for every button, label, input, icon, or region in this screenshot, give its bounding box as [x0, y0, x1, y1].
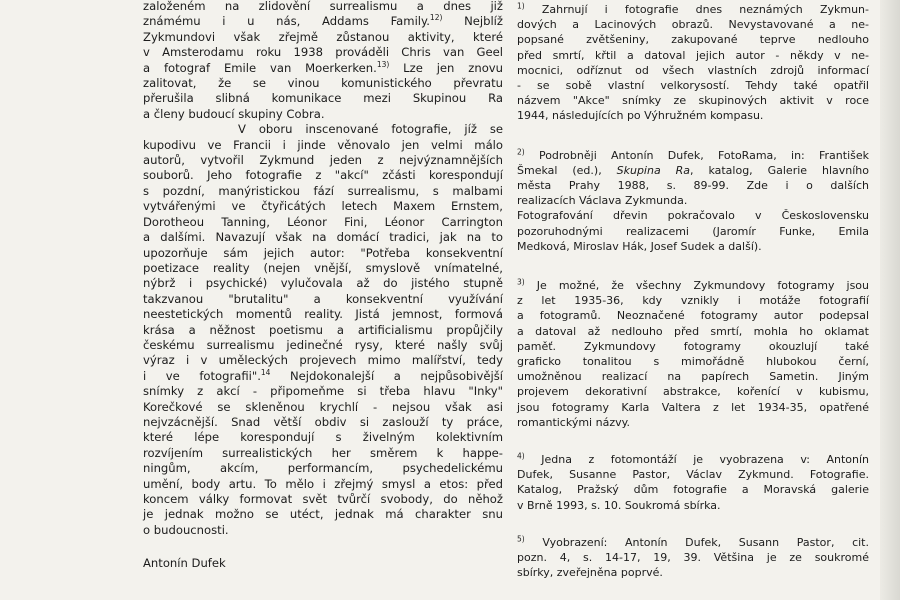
- line-text: Fotografování dřevin pokračovalo v Československu: [517, 209, 869, 223]
- footnote-line: [517, 482, 869, 497]
- line-text: a dalšími. Navazují však na domácí tradici, jak na to: [143, 230, 503, 245]
- italic-title: Skupina Ra: [616, 163, 691, 177]
- line-text: které lépe korespondují s živelným kolektivním: [143, 430, 503, 445]
- footnote-reference: 13): [376, 59, 390, 69]
- footnote-line: [517, 239, 869, 254]
- line-text: z let 1935-36, kdy vznikly i motáže fotografií: [517, 294, 869, 308]
- footnote-line: [517, 193, 869, 208]
- body-text-line: [143, 523, 503, 538]
- footnote-line: [517, 208, 869, 223]
- line-text: autorů, vytvořil Zykmund jeden z nejvýznamnějších: [143, 153, 503, 168]
- footnote-marker: 4): [517, 451, 525, 461]
- line-text: založeném na zlidovění surrealismu a dnes již: [143, 0, 503, 13]
- line-text: a datoval až nedlouho před smrtí, mohla ho oklamat: [517, 324, 869, 338]
- line-text: umění, body artu. To mělo i zřejmý smysl a etos: před: [143, 476, 503, 491]
- footnote-line: [517, 32, 869, 47]
- line-text: zalitovat, že se vinou komunistického převratu: [143, 76, 503, 91]
- line-text: Medková, Miroslav Hák, Josef Sudek a další).: [517, 239, 762, 253]
- footnote-marker: 3): [517, 277, 525, 287]
- body-text-line: [143, 276, 503, 291]
- body-text-line: [143, 45, 503, 60]
- body-text-line: [143, 338, 503, 353]
- footnote-line: [517, 400, 869, 415]
- line-text: a členy budoucí skupiny Cobra.: [143, 106, 325, 121]
- line-text: přerušila slibná komunikace mezi Skupinou Ra: [143, 91, 503, 106]
- body-text-line: [143, 107, 503, 122]
- line-text: i ve fotografii".: [143, 368, 261, 383]
- line-text: umožněnou realizací na papírech Sametin. Jiným: [517, 370, 869, 384]
- line-text: nýbrž i psychické) vylučovala až do jistého stupně: [143, 276, 503, 291]
- footnote-line: [517, 17, 869, 32]
- line-text: V oboru inscenované fotografie, jíž se: [238, 122, 503, 137]
- line-text: ningům, akcím, performancím, psychedelickému: [143, 461, 503, 476]
- line-text: českému surrealismu jedinečné rysy, které našly svůj: [143, 337, 503, 352]
- footnote-line: [517, 467, 869, 482]
- body-text-line: [143, 184, 503, 199]
- line-text: Katalog, Pražský dům fotografie a Moravská galerie: [517, 483, 869, 497]
- line-text: mocnici, odříznut od všech vlastních zdrojů informací: [517, 63, 869, 77]
- body-text-line: [143, 0, 503, 14]
- body-text-line: [143, 384, 503, 399]
- line-text: dových a Lacinových obrazů. Nevystavované a ne-: [517, 18, 869, 32]
- body-text-line: [143, 30, 503, 45]
- line-text: poetizace reality (nejen vnější, smyslově vnímatelné,: [143, 260, 503, 275]
- body-text-line: [143, 400, 503, 415]
- line-text: koncem války formovat svět tvůrčí svobody, do něhož: [143, 492, 503, 506]
- footnote-line: [517, 565, 869, 580]
- line-text-continued: Nejblíž: [442, 14, 503, 29]
- line-text: Zahrnují i fotografie dnes neznámých Zykmun-: [524, 3, 869, 16]
- body-text-line: [143, 261, 503, 276]
- body-text-line: [143, 492, 503, 507]
- footnotes-column: [517, 0, 869, 581]
- line-text: graficko tonalitou s mimořádně hlubokou černí,: [517, 355, 869, 369]
- line-text: neestetických momentů reality. Jistá jemnost, formová: [143, 307, 503, 322]
- footnote-line: [517, 293, 869, 308]
- body-text-line: [143, 292, 503, 307]
- footnote-line: [517, 550, 869, 565]
- line-text: snímky z akcí - připomeňme si třeba hlavu "Inky": [143, 384, 503, 399]
- author-name: Antonín Dufek: [143, 556, 226, 571]
- line-text: je jednak možno se utéct, jednak má charakter snu: [143, 507, 503, 522]
- footnote-line: [517, 224, 869, 239]
- body-text-line: [143, 353, 503, 368]
- line-text: upozorňuje sám jejich autor: "Potřeba konsekventní: [143, 245, 503, 260]
- main-text-column: [143, 0, 503, 572]
- footnote-line: [517, 78, 869, 93]
- footnote-line: [517, 2, 869, 17]
- body-text-line: [143, 477, 503, 492]
- body-text-line: [143, 461, 503, 476]
- footnote-line: [517, 354, 869, 369]
- line-text: pozn. 4, s. 14-17, 19, 39. Většina je ze soukromé: [517, 551, 869, 565]
- body-text-line: [143, 323, 503, 338]
- author-signature: [143, 556, 503, 571]
- body-text-line: [143, 369, 503, 384]
- line-text: města Prahy 1988, s. 89-99. Zde i o dalších: [517, 179, 869, 193]
- line-text: - se sobě vlastní velkorysostí. Tehdy také opatřil: [517, 79, 869, 93]
- scan-edge: [880, 0, 900, 600]
- footnote-line: [517, 308, 869, 323]
- line-text: Zykmundovi však zřejmě zůstanou aktivity, které: [143, 29, 503, 44]
- line-text: Podrobněji Antonín Dufek, FotoRama, in: František: [524, 148, 869, 162]
- line-text-continued: , katalog, Galerie hlavního: [690, 163, 869, 177]
- footnote-line: [517, 324, 869, 339]
- footnote-reference: 12): [429, 13, 443, 23]
- footnote-line: [517, 108, 869, 123]
- footnote-marker: 2): [517, 146, 525, 156]
- footnote-1: [517, 2, 869, 124]
- body-text-line: [143, 153, 503, 168]
- body-text-line: [143, 446, 503, 461]
- footnote-5: [517, 535, 869, 581]
- line-text: názvem "Akce" snímky ze skupinových aktivit v roce: [517, 94, 869, 108]
- body-text-line: [143, 507, 503, 522]
- footnote-marker: 1): [517, 1, 525, 11]
- line-text-continued: Lze jen znovu: [389, 60, 503, 75]
- line-text: a fotogramů. Neoznačené fotogramy autor podepsal: [517, 309, 869, 323]
- line-text: jsou fotogramy Karla Valtera z let 1934-35, opatřené: [517, 400, 869, 414]
- footnote-line: [517, 178, 869, 193]
- line-text: paměť. Zykmundovy fotogramy okouzlují také: [517, 339, 869, 353]
- footnote-line: [517, 278, 869, 293]
- body-text-line: [143, 199, 503, 214]
- line-text: popsané zvětšeniny, zakupované teprve nedlouho: [517, 33, 869, 47]
- line-text: Dufek, Susanne Pastor, Václav Zykmund. Fotografie.: [517, 468, 869, 482]
- body-text-line: [143, 168, 503, 183]
- line-text: v Brně 1993, s. 10. Soukromá sbírka.: [517, 498, 721, 512]
- body-text-line: [143, 61, 503, 76]
- line-text: Vyobrazení: Antonín Dufek, Susann Pastor, cit.: [524, 535, 869, 549]
- footnote-line: [517, 535, 869, 550]
- line-text: o budoucnosti.: [143, 522, 229, 537]
- line-text: rozvíjením surrealistických her směrem k happe-: [143, 445, 503, 460]
- footnote-marker: 5): [517, 534, 525, 544]
- body-text-line: [143, 76, 503, 91]
- body-text-line: [143, 138, 503, 153]
- line-text: s pozdní, manýristickou fází surrealismu, s malbami: [143, 183, 503, 198]
- body-text-line: [143, 215, 503, 230]
- line-text: realizacích Václava Zykmunda.: [517, 194, 688, 208]
- body-text-line: [143, 91, 503, 106]
- line-text: krása a něžnost poetismu a artificialismu propůjčily: [143, 322, 503, 337]
- footnote-line: [517, 93, 869, 108]
- footnote-line: [517, 498, 869, 513]
- line-text: sbírky, zveřejněna poprvé.: [517, 566, 663, 580]
- footnote-2: [517, 148, 869, 254]
- line-text: 1944, následujících po Výhružném kompasu.: [517, 109, 764, 123]
- body-text-line: [143, 430, 503, 445]
- footnote-line: [517, 369, 869, 384]
- line-text: Šmekal (ed.),: [517, 163, 617, 177]
- line-text: Dorotheou Tanning, Léonor Fini, Léonor Carrington: [143, 214, 503, 229]
- line-text: známému i u nás, Addams Family.: [143, 14, 430, 29]
- line-text: před smrtí, křtil a datoval jejich autor - někdy v ne-: [517, 48, 869, 62]
- line-text: Korečkové se skleněnou krychlí - nejsou však asi: [143, 399, 503, 414]
- footnote-line: [517, 415, 869, 430]
- line-text: v Amsterodamu roku 1938 prováděli Chris van Geel: [143, 45, 503, 60]
- footnote-line: [517, 384, 869, 399]
- footnote-3: [517, 278, 869, 430]
- line-text: nejvzácnější. Snad větší obdiv si zaslouží ty práce,: [143, 414, 503, 429]
- line-text-continued: Nejdokonalejší a nejpůsobivější: [270, 368, 503, 383]
- line-text: Jedna z fotomontáží je vyobrazena v: Antonín: [524, 453, 869, 467]
- body-text-line: [143, 230, 503, 245]
- body-text-line: [143, 307, 503, 322]
- line-text: výraz i v uměleckých projevech mimo malířství, tedy: [143, 353, 503, 368]
- line-text: vytvářenými ve čtyřicátých letech Maxem Ernstem,: [143, 199, 503, 214]
- line-text: Je možné, že všechny Zykmundovy fotogramy jsou: [524, 279, 869, 293]
- line-text: projevem dekorativní abstrakce, kořenící v kubismu,: [517, 385, 869, 399]
- line-text: souborů. Jeho fotografie z "akcí" zčásti korespondují: [143, 168, 503, 183]
- line-text: romantickými názvy.: [517, 415, 631, 429]
- line-text: a fotograf Emile van Moerkerken.: [143, 60, 377, 75]
- footnote-line: [517, 339, 869, 354]
- footnote-4: [517, 452, 869, 513]
- footnote-line: [517, 63, 869, 78]
- footnote-reference: 14: [260, 367, 271, 377]
- footnote-line: [517, 48, 869, 63]
- line-text: takzvanou "brutalitu" a konsekventní využívání: [143, 291, 503, 306]
- footnote-line: [517, 163, 869, 178]
- body-text-line: [143, 122, 503, 137]
- line-text: kupodivu ve Francii i jinde věnovalo jen velmi málo: [143, 137, 503, 152]
- footnote-line: [517, 148, 869, 163]
- body-text-line: [143, 14, 503, 29]
- line-text: pozoruhodnými realizacemi (Jaromír Funke, Emila: [517, 224, 869, 238]
- body-text-line: [143, 246, 503, 261]
- body-text-line: [143, 415, 503, 430]
- footnote-line: [517, 452, 869, 467]
